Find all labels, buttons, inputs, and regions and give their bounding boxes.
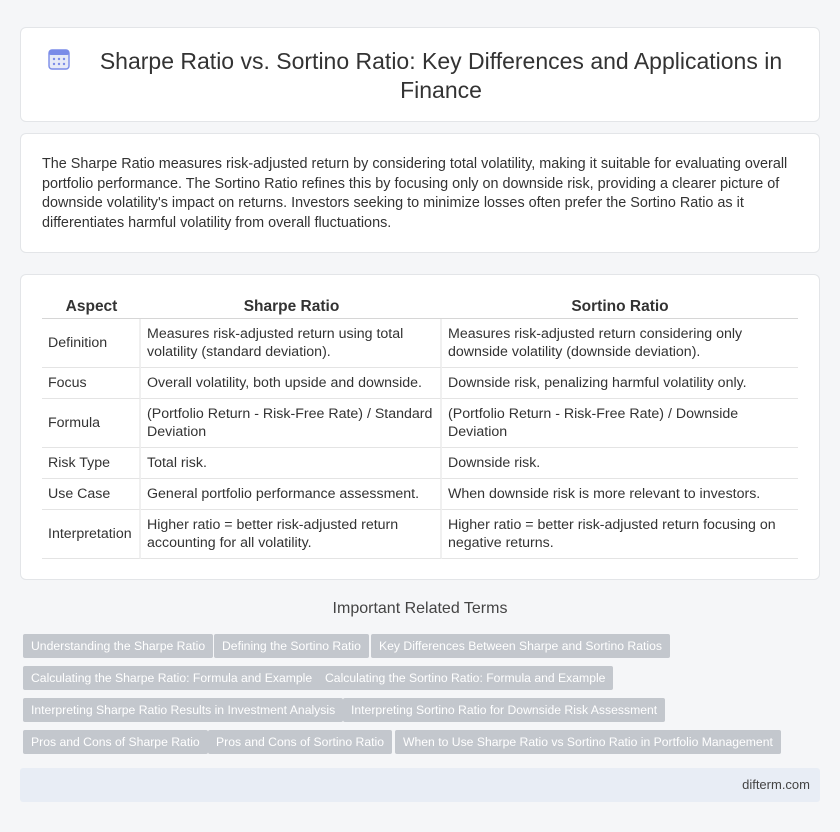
- sortino-cell: When downside risk is more relevant to investors.: [442, 479, 798, 510]
- related-term-link[interactable]: Pros and Cons of Sharpe Ratio: [23, 730, 208, 754]
- aspect-cell: Interpretation: [42, 510, 141, 559]
- comparison-card: [20, 274, 820, 580]
- related-term-link[interactable]: Pros and Cons of Sortino Ratio: [208, 730, 392, 754]
- table-row: [42, 399, 798, 448]
- table-row: [42, 448, 798, 479]
- related-term-link[interactable]: Calculating the Sharpe Ratio: Formula and Example: [23, 666, 320, 690]
- related-term-link[interactable]: Interpreting Sharpe Ratio Results in Investment Analysis: [23, 698, 343, 722]
- sharpe-cell: (Portfolio Return - Risk-Free Rate) / Standard Deviation: [141, 399, 442, 448]
- sortino-cell: Downside risk, penalizing harmful volatility only.: [442, 368, 798, 399]
- aspect-cell: Focus: [42, 368, 141, 399]
- footer-bar: [20, 768, 820, 802]
- sortino-cell: Measures risk-adjusted return considering only downside volatility (downside deviation).: [442, 319, 798, 368]
- column-header-sortino: Sortino Ratio: [442, 296, 798, 319]
- sharpe-cell: Total risk.: [141, 448, 442, 479]
- related-term-link[interactable]: Calculating the Sortino Ratio: Formula and Example: [317, 666, 613, 690]
- site-link[interactable]: difterm.com: [742, 777, 810, 792]
- sortino-cell: Higher ratio = better risk-adjusted return focusing on negative returns.: [442, 510, 798, 559]
- column-header-aspect: Aspect: [42, 296, 141, 319]
- aspect-cell: Formula: [42, 399, 141, 448]
- aspect-cell: Definition: [42, 319, 141, 368]
- table-header-row: [42, 296, 798, 319]
- related-term-link[interactable]: Understanding the Sharpe Ratio: [23, 634, 213, 658]
- sortino-cell: Downside risk.: [442, 448, 798, 479]
- aspect-cell: Use Case: [42, 479, 141, 510]
- sharpe-cell: Measures risk-adjusted return using total volatility (standard deviation).: [141, 319, 442, 368]
- column-header-sharpe: Sharpe Ratio: [141, 296, 442, 319]
- header-card: [20, 27, 820, 122]
- table-row: [42, 479, 798, 510]
- related-term-link[interactable]: When to Use Sharpe Ratio vs Sortino Ratio in Portfolio Management: [395, 730, 781, 754]
- related-term-link[interactable]: Interpreting Sortino Ratio for Downside Risk Assessment: [343, 698, 665, 722]
- sharpe-cell: General portfolio performance assessment.: [141, 479, 442, 510]
- sharpe-cell: Overall volatility, both upside and downside.: [141, 368, 442, 399]
- related-terms-heading: Important Related Terms: [332, 600, 508, 617]
- sharpe-cell: Higher ratio = better risk-adjusted return accounting for all volatility.: [141, 510, 442, 559]
- related-term-link[interactable]: Defining the Sortino Ratio: [214, 634, 369, 658]
- intro-paragraph: The Sharpe Ratio measures risk-adjusted return by considering total volatility, making it suitable for evaluating overall portfolio performance. The Sortino Ratio refines this by focusing only on downside risk, providing a clearer picture of downside volatility's impact on returns. Investors seeking to minimize losses often prefer the Sortino Ratio as it differentiates harmful volatility from overall fluctuations.: [42, 156, 788, 231]
- table-row: [42, 368, 798, 399]
- intro-card: [20, 133, 820, 253]
- page-title: Sharpe Ratio vs. Sortino Ratio: Key Differences and Applications in Finance: [99, 47, 783, 103]
- table-row: [42, 510, 798, 559]
- aspect-cell: Risk Type: [42, 448, 141, 479]
- table-row: [42, 319, 798, 368]
- sortino-cell: (Portfolio Return - Risk-Free Rate) / Downside Deviation: [442, 399, 798, 448]
- comparison-table: [42, 296, 798, 559]
- related-term-link[interactable]: Key Differences Between Sharpe and Sortino Ratios: [371, 634, 670, 658]
